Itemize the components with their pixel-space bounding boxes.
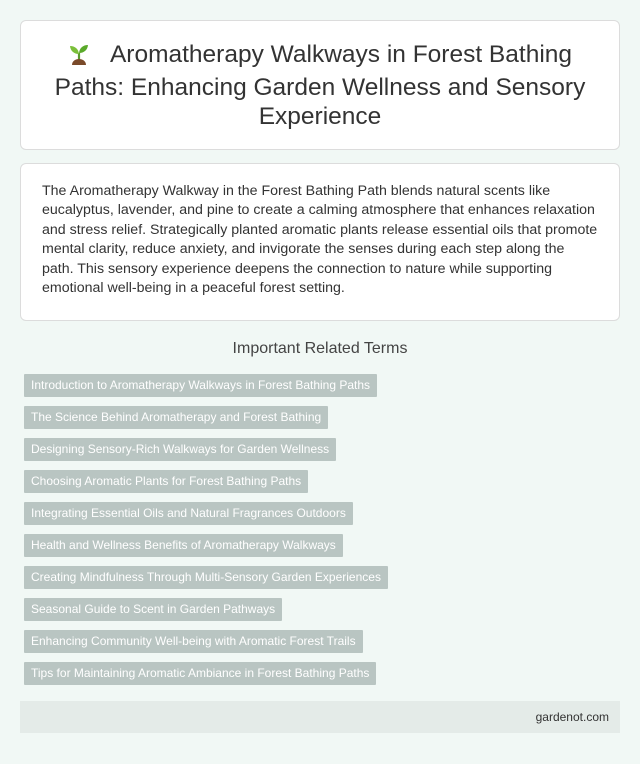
related-terms-list — [24, 374, 388, 694]
page-title — [51, 40, 589, 131]
related-term-link[interactable]: Health and Wellness Benefits of Aromatherapy Walkways — [24, 534, 343, 557]
related-term-link[interactable]: Tips for Maintaining Aromatic Ambiance in Forest Bathing Paths — [24, 662, 376, 685]
related-term-link[interactable]: Choosing Aromatic Plants for Forest Bathing Paths — [24, 470, 308, 493]
title-card — [20, 20, 620, 150]
related-term-link[interactable]: The Science Behind Aromatherapy and Forest Bathing — [24, 406, 328, 429]
related-term-link[interactable]: Seasonal Guide to Scent in Garden Pathways — [24, 598, 282, 621]
related-term-link[interactable]: Enhancing Community Well-being with Aromatic Forest Trails — [24, 630, 363, 653]
description-card — [20, 163, 620, 321]
description-text: The Aromatherapy Walkway in the Forest Bathing Path blends natural scents like eucalyptus, lavender, and pine to create a calming atmosphere that enhances relaxation and stress relief. Strategically planted aromatic plants release essential oils that promote mental clarity, reduce anxiety, and invigorate the senses during each step along the path. This sensory experience deepens the connection to nature while supporting emotional well-being in a peaceful forest setting. — [42, 183, 598, 297]
footer-site-link[interactable]: gardenot.com — [535, 710, 609, 724]
page-title-text: Aromatherapy Walkways in Forest Bathing Paths: Enhancing Garden Wellness and Sensory Experience — [54, 40, 586, 130]
related-term-link[interactable]: Integrating Essential Oils and Natural Fragrances Outdoors — [24, 502, 353, 525]
footer — [20, 701, 620, 733]
sprout-icon — [68, 42, 90, 73]
related-terms-heading: Important Related Terms — [232, 340, 408, 357]
related-term-link[interactable]: Introduction to Aromatherapy Walkways in Forest Bathing Paths — [24, 374, 377, 397]
related-term-link[interactable]: Designing Sensory-Rich Walkways for Garden Wellness — [24, 438, 336, 461]
related-term-link[interactable]: Creating Mindfulness Through Multi-Sensory Garden Experiences — [24, 566, 388, 589]
